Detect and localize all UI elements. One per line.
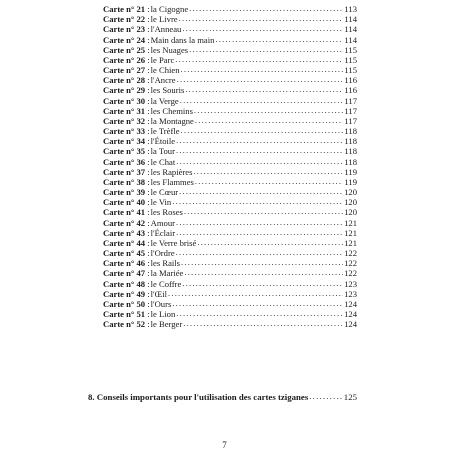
card-number: Carte n° 34: [103, 136, 146, 147]
dot-leader: [182, 278, 343, 288]
card-number: Carte n° 28: [103, 75, 146, 86]
card-number: Carte n° 30: [103, 95, 146, 106]
dot-leader: [176, 156, 343, 166]
dot-leader: [185, 84, 343, 94]
separator: :: [145, 166, 150, 177]
separator: :: [145, 14, 150, 25]
entry-page-number: 117: [344, 95, 357, 106]
separator: :: [145, 258, 150, 269]
toc-entry: [103, 319, 357, 329]
separator: :: [145, 126, 150, 137]
entry-page-number: 119: [344, 166, 357, 177]
dot-leader: [189, 3, 343, 13]
card-title: le Verre brisé: [150, 237, 197, 248]
card-title: l'Éclair: [150, 227, 176, 238]
card-title: l'Œil: [150, 288, 168, 299]
card-title: la Mariée: [150, 268, 184, 279]
card-number: Carte n° 52: [103, 319, 146, 330]
dot-leader: [176, 227, 343, 237]
page-number: 7: [222, 440, 227, 450]
entry-page-number: 118: [344, 156, 357, 167]
card-number: Carte n° 41: [103, 207, 146, 218]
card-number: Carte n° 46: [103, 258, 146, 269]
entry-page-number: 115: [344, 65, 357, 76]
card-number: Carte n° 31: [103, 105, 146, 116]
entry-page-number: 115: [344, 54, 357, 65]
card-number: Carte n° 45: [103, 248, 146, 259]
entry-page-number: 120: [344, 187, 357, 198]
card-title: les Roses: [150, 207, 183, 218]
card-title: le Berger: [150, 319, 183, 330]
dot-leader: [309, 391, 343, 402]
card-number: Carte n° 23: [103, 24, 146, 35]
card-title: le Trèfle: [150, 126, 180, 137]
separator: :: [145, 65, 150, 76]
card-title: les Souris: [150, 85, 185, 96]
dot-leader: [176, 145, 343, 155]
dot-leader: [193, 166, 343, 176]
entry-page-number: 120: [344, 197, 357, 208]
separator: :: [145, 54, 150, 65]
entry-page-number: 117: [344, 105, 357, 116]
dot-leader: [194, 105, 344, 115]
separator: :: [145, 237, 150, 248]
entry-page-number: 124: [344, 319, 357, 330]
separator: :: [145, 115, 150, 126]
separator: :: [145, 298, 150, 309]
section-page-number: 125: [343, 392, 357, 402]
card-title: l'Anneau: [150, 24, 182, 35]
dot-leader: [168, 288, 343, 298]
separator: :: [145, 278, 150, 289]
card-number: Carte n° 33: [103, 126, 146, 137]
card-title: le Lion: [150, 309, 176, 320]
card-number: Carte n° 51: [103, 309, 146, 320]
card-title: les Nuages: [150, 44, 189, 55]
dot-leader: [215, 34, 343, 44]
entry-page-number: 120: [344, 207, 357, 218]
dot-leader: [180, 95, 344, 105]
separator: :: [145, 309, 150, 320]
section-title: 8. Conseils importants pour l'utilisation des cartes tziganes: [88, 392, 309, 402]
card-title: la Cigogne: [150, 4, 189, 14]
card-title: le Cœur: [150, 187, 179, 198]
card-number: Carte n° 49: [103, 288, 146, 299]
separator: :: [145, 34, 150, 45]
entry-page-number: 118: [344, 136, 357, 147]
separator: :: [145, 268, 150, 279]
separator: :: [145, 176, 150, 187]
card-title: l'Ordre: [150, 248, 175, 259]
card-number: Carte n° 32: [103, 115, 146, 126]
card-title: l'Ours: [150, 298, 172, 309]
separator: :: [145, 187, 150, 198]
card-number: Carte n° 47: [103, 268, 146, 279]
separator: :: [145, 75, 150, 86]
card-number: Carte n° 42: [103, 217, 146, 228]
entry-page-number: 116: [344, 85, 357, 96]
card-title: la Tour: [150, 146, 175, 157]
separator: :: [145, 217, 150, 228]
entry-page-number: 119: [344, 176, 357, 187]
separator: :: [145, 146, 150, 157]
section-entry: [88, 392, 357, 403]
card-title: l'Ancre: [150, 75, 176, 86]
entry-page-number: 118: [344, 126, 357, 137]
card-number: Carte n° 43: [103, 227, 146, 238]
entry-page-number: 122: [344, 248, 357, 259]
entry-page-number: 124: [344, 309, 357, 320]
entry-page-number: 118: [344, 146, 357, 157]
card-number: Carte n° 50: [103, 298, 146, 309]
dot-leader: [184, 267, 343, 277]
separator: :: [145, 248, 150, 259]
card-title: le Chien: [150, 65, 180, 76]
dot-leader: [189, 44, 343, 54]
card-title: la Verge: [150, 95, 179, 106]
entry-page-number: 114: [344, 24, 357, 35]
separator: :: [145, 4, 150, 14]
card-title: Main dans la main: [150, 34, 215, 45]
entry-page-number: 123: [344, 288, 357, 299]
card-title: le Chat: [150, 156, 176, 167]
dot-leader: [172, 196, 343, 206]
dot-leader: [181, 64, 344, 74]
card-number: Carte n° 48: [103, 278, 146, 289]
separator: :: [145, 95, 150, 106]
card-title: les Rapières: [150, 166, 193, 177]
separator: :: [145, 44, 150, 55]
separator: :: [145, 288, 150, 299]
separator: :: [145, 136, 150, 147]
entry-page-number: 117: [344, 115, 357, 126]
card-number: Carte n° 24: [103, 34, 146, 45]
dot-leader: [182, 23, 343, 33]
table-of-contents: [103, 4, 357, 330]
card-title: la Montagne: [150, 115, 194, 126]
entry-page-number: 121: [344, 217, 357, 228]
dot-leader: [195, 115, 344, 125]
entry-page-number: 124: [344, 298, 357, 309]
separator: :: [145, 227, 150, 238]
dot-leader: [172, 298, 343, 308]
card-title: le Vin: [150, 197, 172, 208]
entry-page-number: 121: [344, 227, 357, 238]
card-title: les Rails: [150, 258, 181, 269]
card-number: Carte n° 25: [103, 44, 146, 55]
card-number: Carte n° 35: [103, 146, 146, 157]
card-number: Carte n° 38: [103, 176, 146, 187]
card-number: Carte n° 29: [103, 85, 146, 96]
dot-leader: [183, 318, 343, 328]
dot-leader: [176, 247, 343, 257]
card-title: le Coffre: [150, 278, 182, 289]
dot-leader: [181, 257, 343, 267]
card-number: Carte n° 44: [103, 237, 146, 248]
card-number: Carte n° 39: [103, 187, 146, 198]
card-number: Carte n° 40: [103, 197, 146, 208]
entry-page-number: 122: [344, 258, 357, 269]
separator: :: [145, 105, 150, 116]
entry-page-number: 122: [344, 268, 357, 279]
dot-leader: [181, 125, 344, 135]
card-title: le Parc: [150, 54, 175, 65]
dot-leader: [176, 217, 343, 227]
dot-leader: [195, 176, 344, 186]
separator: :: [145, 85, 150, 96]
card-number: Carte n° 22: [103, 14, 146, 25]
separator: :: [145, 24, 150, 35]
entry-page-number: 121: [344, 237, 357, 248]
card-number: Carte n° 37: [103, 166, 146, 177]
entry-page-number: 114: [344, 14, 357, 25]
dot-leader: [175, 54, 343, 64]
card-number: Carte n° 27: [103, 65, 146, 76]
card-number: Carte n° 26: [103, 54, 146, 65]
card-number: Carte n° 21: [103, 4, 146, 14]
entry-page-number: 123: [344, 278, 357, 289]
dot-leader: [197, 237, 343, 247]
card-title: le Livre: [150, 14, 178, 25]
entry-page-number: 115: [344, 44, 357, 55]
card-title: l'Étoile: [150, 136, 176, 147]
card-title: Amour: [150, 217, 176, 228]
entry-page-number: 116: [344, 75, 357, 86]
separator: :: [145, 156, 150, 167]
entry-page-number: 114: [344, 34, 357, 45]
dot-leader: [177, 74, 344, 84]
separator: :: [145, 207, 150, 218]
dot-leader: [179, 13, 344, 23]
separator: :: [145, 319, 150, 330]
dot-leader: [184, 206, 343, 216]
dot-leader: [176, 135, 343, 145]
dot-leader: [176, 308, 343, 318]
dot-leader: [179, 186, 343, 196]
card-title: les Flammes: [150, 176, 194, 187]
card-title: les Chemins: [150, 105, 193, 116]
entry-page-number: 113: [344, 4, 357, 14]
separator: :: [145, 197, 150, 208]
card-number: Carte n° 36: [103, 156, 146, 167]
